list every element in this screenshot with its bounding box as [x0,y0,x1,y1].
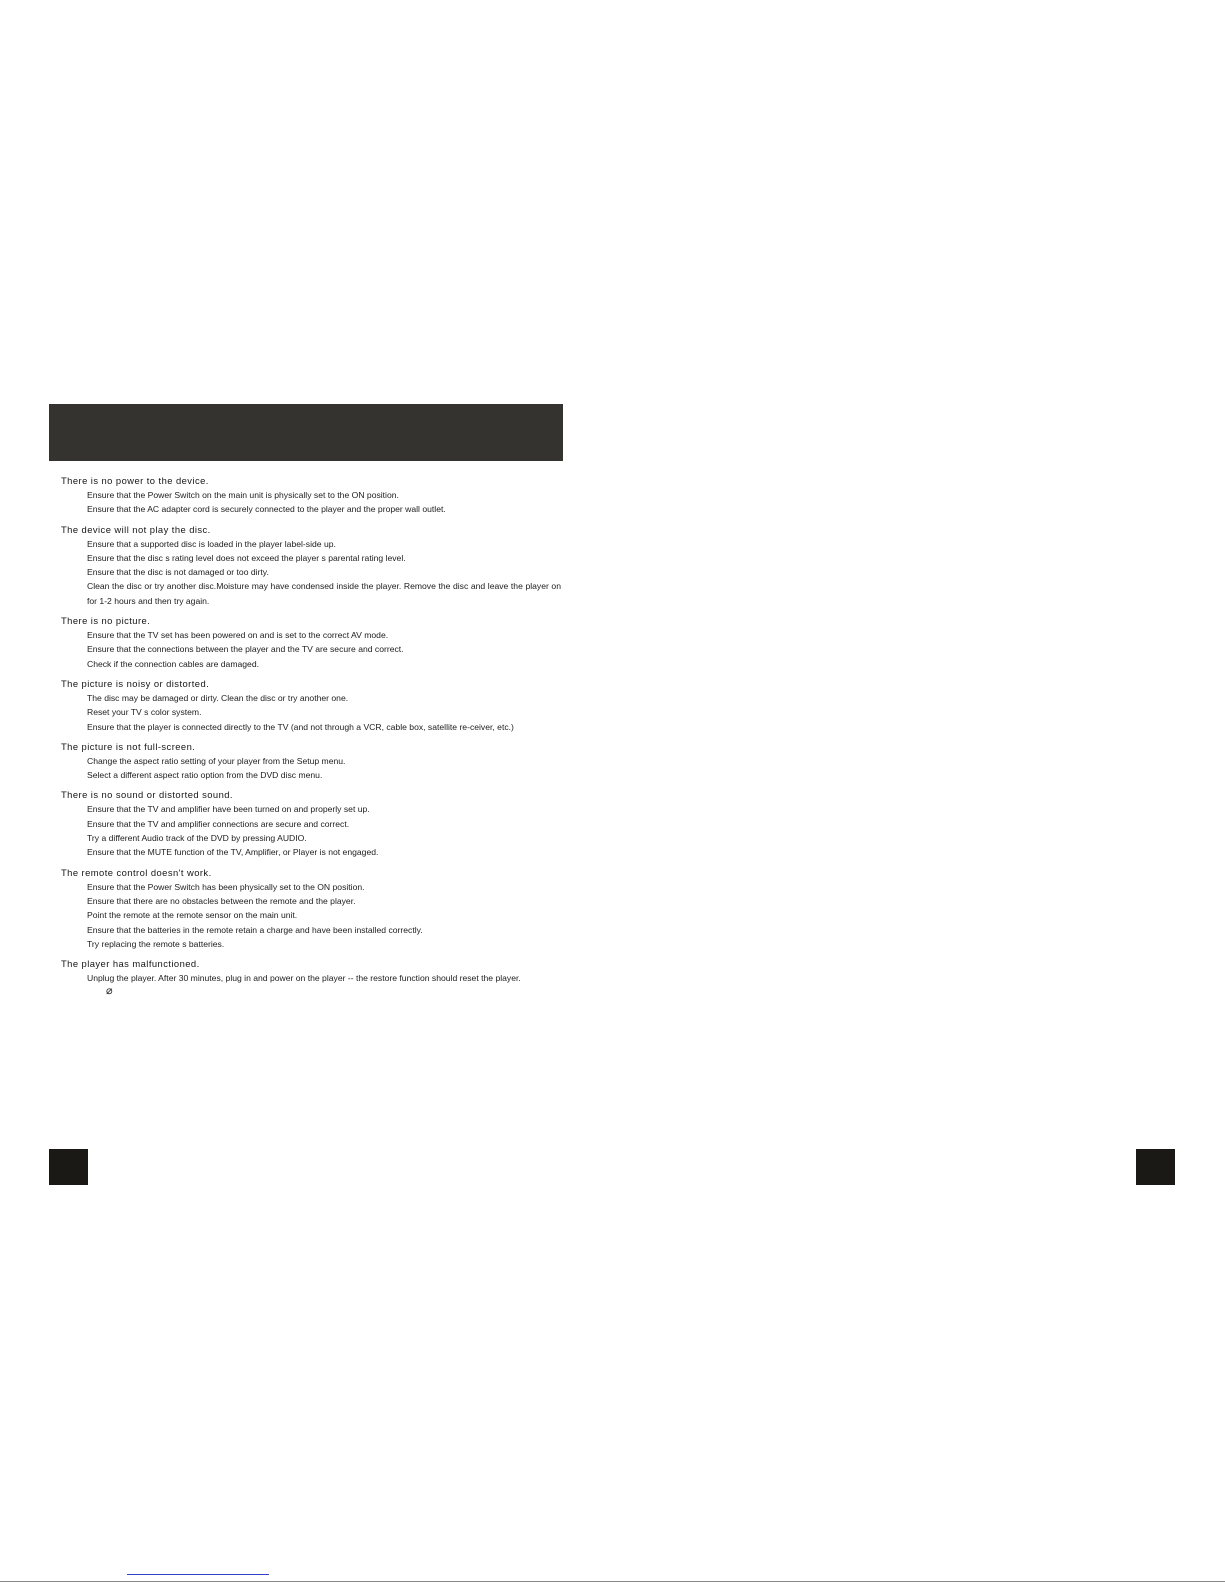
section-header-bar [49,404,563,461]
solution-item: Reset your TV s color system. [87,707,202,718]
troubleshoot-section [61,523,561,608]
troubleshoot-section [61,474,561,517]
troubleshoot-section [61,740,561,783]
solution-item: Ensure that the disc is not damaged or too dirty. [87,567,269,578]
problem-heading: The player has malfunctioned. [61,958,200,970]
page-number-box-left [49,1149,88,1185]
troubleshooting-list [61,474,561,1004]
problem-heading: There is no power to the device. [61,475,209,486]
troubleshoot-section [61,957,561,998]
problem-heading: There is no picture. [61,615,151,627]
solution-item: Ensure that the TV set has been powered on and is set to the correct AV mode. [87,630,389,641]
troubleshoot-section [61,677,561,734]
troubleshoot-section [61,788,561,859]
solution-item: Ensure that the connections between the player and the TV are secure and correct. [87,644,404,655]
solution-item: Ensure that the MUTE function of the TV, Amplifier, or Player is not engaged. [87,847,379,858]
solution-item: Ensure that the Power Switch on the main unit is physically set to the ON position. [87,490,399,500]
problem-heading: The device will not play the disc. [61,523,211,535]
solution-item: Ensure that there are no obstacles between the remote and the player. [87,895,356,906]
solution-item: Ensure that the TV and amplifier connections are secure and correct. [87,818,350,829]
prohibited-icon: ⌀ [106,985,113,998]
solution-item: Ensure that the Power Switch has been physically set to the ON position. [87,881,365,892]
page-number-box-right [1136,1149,1175,1185]
solution-item: Check if the connection cables are damaged. [87,658,259,669]
solution-item: Try replacing the remote s batteries. [87,938,225,949]
troubleshoot-section [61,614,561,671]
solution-item: Point the remote at the remote sensor on the main unit. [87,910,298,921]
link-underline [127,1574,269,1575]
solution-item: The disc may be damaged or dirty. Clean the disc or try another one. [87,692,349,703]
solution-item: Clean the disc or try another disc.Moisture may have condensed inside the player. Remove the disc and leave the player on for 1-2 hours and then try again. [87,581,561,606]
solution-item: Change the aspect ratio setting of your player from the Setup menu. [87,755,346,766]
solution-item: Try a different Audio track of the DVD by pressing AUDIO. [87,833,307,844]
problem-heading: There is no sound or distorted sound. [61,789,233,801]
solution-item: Unplug the player. After 30 minutes, plug in and power on the player -- the restore function should reset the player. [87,973,521,984]
solution-item: Select a different aspect ratio option from the DVD disc menu. [87,770,323,781]
solution-item: Ensure that the AC adapter cord is securely connected to the player and the proper wall outlet. [87,504,446,515]
problem-heading: The remote control doesn't work. [61,866,212,878]
solution-item: Ensure that the player is connected directly to the TV (and not through a VCR, cable box, satellite re-ceiver, etc.) [87,721,514,732]
problem-heading: The picture is noisy or distorted. [61,677,210,689]
solution-item: Ensure that the batteries in the remote retain a charge and have been installed correctly. [87,924,423,935]
troubleshoot-section [61,866,561,951]
solution-item: Ensure that the disc s rating level does not exceed the player s parental rating level. [87,552,406,563]
page-bottom-rule [0,1581,1225,1582]
solution-item: Ensure that a supported disc is loaded in the player label-side up. [87,538,336,549]
problem-heading: The picture is not full-screen. [61,740,196,752]
solution-item: Ensure that the TV and amplifier have been turned on and properly set up. [87,804,370,815]
